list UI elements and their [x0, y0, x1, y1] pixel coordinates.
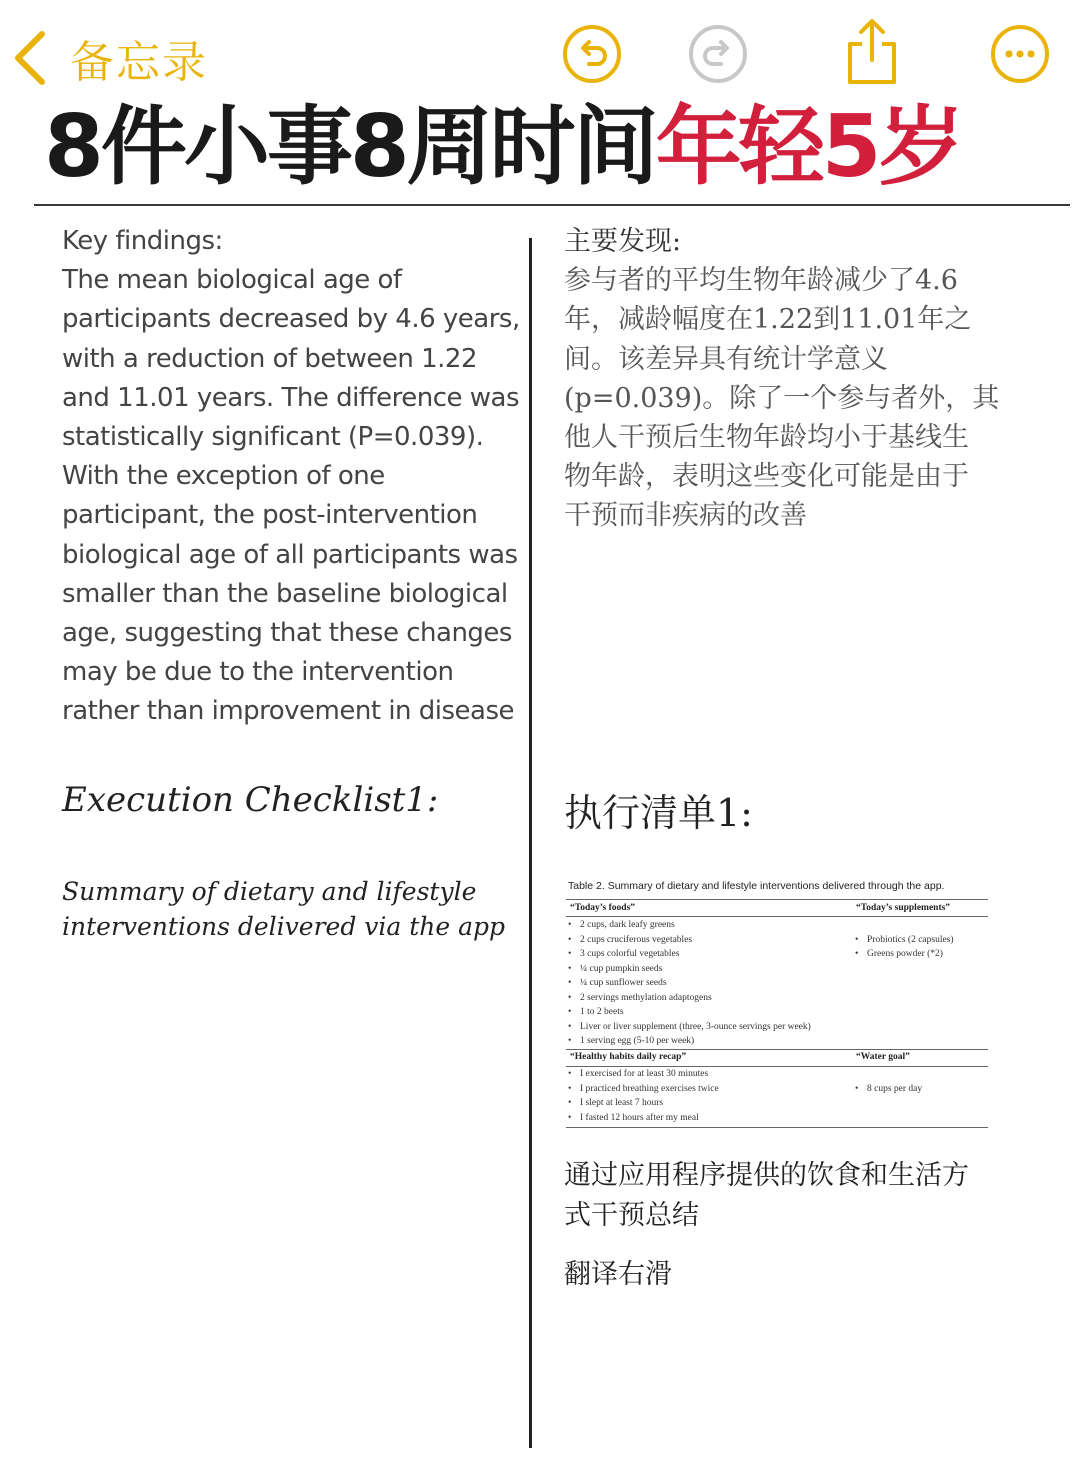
en-line: with a reduction of between 1.22 — [62, 343, 477, 374]
en-line: The mean biological age of — [62, 265, 402, 296]
table-header-supplements: “Today’s supplements” — [856, 903, 951, 913]
table-rule — [566, 1127, 988, 1128]
table-header-foods: “Today’s foods” — [570, 903, 636, 913]
back-button[interactable] — [12, 26, 208, 90]
en-line: Key findings: — [62, 226, 223, 256]
table-row: • 2 cups, dark leafy greens — [580, 920, 675, 930]
table-rule — [566, 899, 988, 900]
back-label: 备忘录 — [70, 37, 208, 88]
en-line: participants decreased by 4.6 years, — [62, 304, 520, 335]
zh-line: 参与者的平均生物年龄减少了4.6 — [564, 265, 958, 297]
table-header-habits: “Healthy habits daily recap” — [570, 1052, 687, 1062]
en-line: age, suggesting that these changes — [62, 618, 512, 649]
chinese-key-findings — [564, 222, 1004, 536]
table-row: • I exercised for at least 30 minutes — [580, 1069, 708, 1079]
table-row: • 2 cups cruciferous vegetables — [580, 935, 692, 945]
english-checklist-heading: Execution Checklist1: — [62, 780, 439, 820]
table-row: • 3 cups colorful vegetables — [580, 949, 679, 959]
undo-button[interactable] — [562, 24, 622, 84]
zh-summary-line: 式干预总结 — [564, 1200, 699, 1231]
zh-summary-line: 通过应用程序提供的饮食和生活方 — [564, 1160, 969, 1191]
table-row: • Greens powder (*2) — [867, 949, 943, 959]
table-rule — [566, 1049, 988, 1050]
share-icon — [842, 16, 902, 86]
chinese-summary — [564, 1156, 1004, 1236]
redo-button[interactable] — [688, 24, 748, 84]
zh-line: 间。该差异具有统计学意义 — [564, 343, 888, 375]
en-line: smaller than the baseline biological — [62, 578, 508, 609]
table-header-water: “Water goal” — [856, 1052, 910, 1062]
note-title — [44, 92, 1054, 202]
table-row: • ¼ cup pumpkin seeds — [580, 964, 662, 974]
intervention-table-image — [564, 876, 990, 1130]
en-line: may be due to the intervention — [62, 657, 454, 688]
table-row: • Liver or liver supplement (three, 3-ounce servings per week) — [580, 1022, 811, 1032]
table-row: • I practiced breathing exercises twice — [580, 1084, 719, 1094]
zh-line: (p=0.039)。除了一个参与者外，其 — [564, 382, 1000, 414]
english-key-findings — [62, 222, 532, 732]
table-row: • 8 cups per day — [867, 1084, 922, 1094]
title-part-red: 年轻5岁 — [655, 97, 962, 197]
table-row: • 1 serving egg (5-10 per week) — [580, 1036, 694, 1046]
redo-icon — [688, 24, 748, 84]
table-rule — [566, 1066, 988, 1067]
en-line: With the exception of one — [62, 461, 385, 492]
table-row: • 2 servings methylation adaptogens — [580, 993, 712, 1003]
chevron-left-icon — [12, 30, 48, 86]
zh-line: 干预而非疾病的改善 — [564, 500, 807, 532]
zh-line: 年，减龄幅度在1.22到11.01年之 — [564, 304, 972, 336]
title-divider — [34, 204, 1070, 206]
en-line: biological age of all participants was — [62, 539, 518, 570]
en-line: participant, the post-intervention — [62, 500, 478, 531]
table-row: • I slept at least 7 hours — [580, 1098, 663, 1108]
zh-line: 主要发现: — [564, 226, 682, 257]
navigation-bar — [0, 0, 1080, 100]
chinese-checklist-heading: 执行清单1: — [564, 791, 753, 835]
undo-icon — [562, 24, 622, 84]
table-caption: Table 2. Summary of dietary and lifestyle interventions delivered through the app. — [568, 880, 945, 892]
zh-line: 他人干预后生物年龄均小于基线生 — [564, 422, 969, 454]
table-row: • Probiotics (2 capsules) — [867, 935, 954, 945]
english-summary — [62, 874, 522, 944]
table-row: • 1 to 2 beets — [580, 1007, 624, 1017]
title-part-dark: 8件小事8周时间 — [44, 97, 656, 197]
en-summary-line: Summary of dietary and lifestyle — [62, 877, 477, 906]
table-rule — [566, 916, 988, 917]
en-line: and 11.01 years. The difference was — [62, 382, 519, 413]
en-line: statistically significant (P=0.039). — [62, 422, 484, 453]
share-button[interactable] — [842, 16, 902, 86]
zh-line: 物年龄，表明这些变化可能是由于 — [564, 461, 969, 493]
more-icon — [990, 24, 1050, 84]
swipe-hint: 翻译右滑 — [564, 1259, 672, 1290]
en-line: rather than improvement in disease — [62, 696, 515, 727]
table-row: • ¼ cup sunflower seeds — [580, 978, 667, 988]
table-row: • I fasted 12 hours after my meal — [580, 1113, 699, 1123]
en-summary-line: interventions delivered via the app — [62, 912, 506, 941]
more-button[interactable] — [990, 24, 1050, 84]
